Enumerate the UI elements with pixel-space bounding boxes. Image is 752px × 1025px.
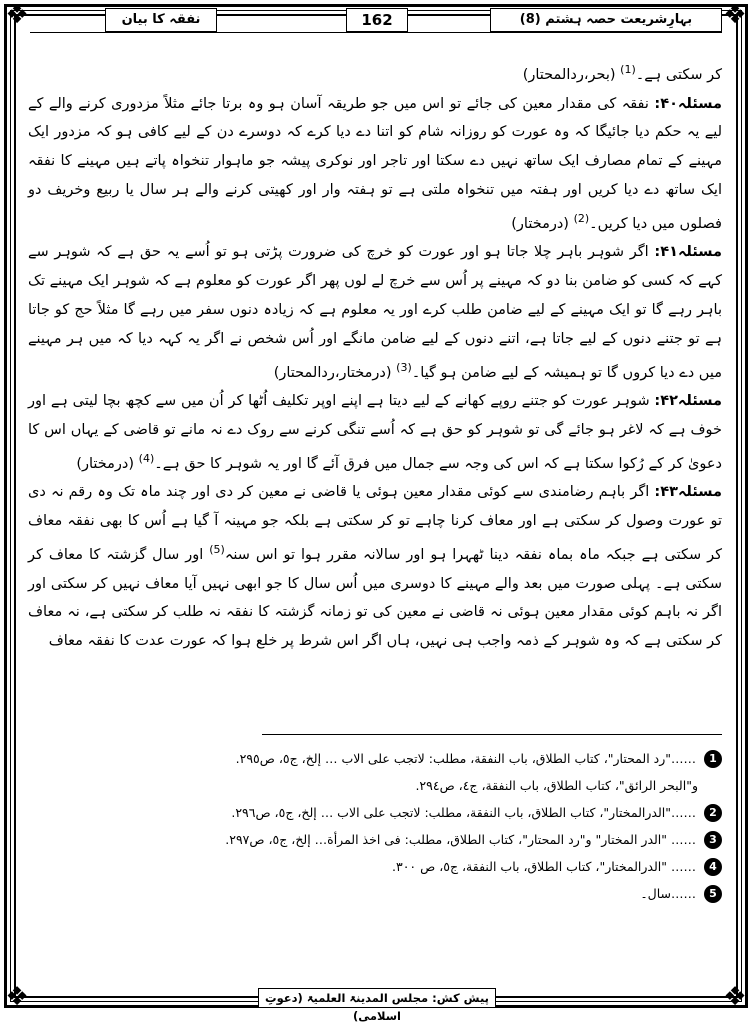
footnote-number: 5 <box>704 885 722 903</box>
footnote: 5 ……سال۔ <box>30 879 722 906</box>
corner-ornament-icon: ❖ <box>723 0 747 30</box>
footnote-number: 3 <box>704 831 722 849</box>
masala-label: مسئلہ۴۰: <box>654 95 722 112</box>
paragraph: مسئلہ۴۲: شوہر عورت کو جتنے روپے کھانے کے لیے دیتا ہے اپنے اوپر تکلیف اُٹھا کر اُن میں سے کچھ بچا لیتی ہے اور خوف ہے کہ لاغر ہو جائے گی تو شوہر کو حق ہے کہ اُسے تنگی کرنے سے روک دے نہ مانے تو قاضی کے یہاں اس کا دعویٰ کر کے رُکوا سکتا ہے کہ اس کی وجہ سے جمال میں فرق آئے گا اور یہ شوہر کا حق ہے۔$^{(4)}$ (درمختار) <box>28 393 722 472</box>
masala-label: مسئلہ۴۱: <box>654 244 723 261</box>
footnote: 1 ……"رد المحتار"، كتاب الطلاق، باب النفقة، مطلب: لاتجب على الاب … إلخ، ج٥، ص٢٩٥. <box>30 744 722 771</box>
paragraph: مسئلہ۴۱: اگر شوہر باہر چلا جاتا ہو اور عورت کو خرچ کی ضرورت پڑتی ہو تو اُسے یہ حق ہے کہ شوہر سے کہے کہ کسی کو ضامن بنا دو کہ مہینے پر اُس سے خرچ لے لوں پھر اگر عورت کو معلوم ہے کہ شوہر ایک مہینے تک باہر رہے گا تو ایک مہینے کے لیے ضامن طلب کرے اور یہ معلوم ہے کہ زیادہ دنوں سفر میں رہے گا مثلاً حج کو جاتا ہے تو جتنے دنوں کے لیے جاتا ہے، اتنے دنوں کے لیے ضامن مانگے اور اُس شخص نے اگر یہ کہہ دیا کہ میں ہر مہینے میں دے دیا کروں گا تو ہمیشہ کے لیے ضامن ہو گیا۔$^{(3)}$ (درمختار،ردالمحتار) <box>28 244 723 381</box>
footnote-number: 4 <box>704 858 722 876</box>
paragraph: مسئلہ۴۰: نفقہ کی مقدار معین کی جائے تو اس میں جو طریقہ آسان ہو وہ برتا جائے مثلاً مزدوری کرنے والے کے لیے یہ حکم دیا جائیگا کہ وہ عورت کو روزانہ شام کو اتنا دے دیا کرے کہ دوسرے دن کے لیے کافی ہو کہ مزدور ایک مہینے کے تمام مصارف ایک ساتھ نہیں دے سکتا اور تاجر اور نوکری پیشہ جو ماہوار تنخواہ پاتے ہیں مہینے کا نفقہ ایک ساتھ دے دیا کریں اور ہفتہ میں تنخواہ ملتی ہے تو ہفتہ وار اور کھیتی کرنے والے ہر سال یا ربیع وخریف دو فصلوں میں دیا کریں۔$^{(2)}$ (درمختار) <box>28 95 722 232</box>
masala-label: مسئلہ۴۳: <box>654 484 723 501</box>
footnote-separator <box>262 734 722 735</box>
main-text <box>28 56 722 656</box>
footnote-number: 1 <box>704 750 722 768</box>
header-rule <box>30 32 722 33</box>
paragraph: مسئلہ۴۳: اگر باہم رضامندی سے کوئی مقدار معین ہوئی یا قاضی نے معین کر دی اور چند ماہ تک وہ رقم نہ دی تو عورت وصول کر سکتی ہے اور معاف کرنا چاہے تو کر سکتی ہے بلکہ جو مہینہ آ گیا ہے اُس کا بھی نفقہ معاف کر سکتی ہے جبکہ ماہ بماہ نفقہ دینا ٹھہرا ہو اور سالانہ مقرر ہوا تو اس سنہ$^{(5)}$ اور سال گزشتہ کا معاف کر سکتی ہے۔ پہلی صورت میں بعد والے مہینے کا دوسری میں اُس سال کا جو ابھی نہیں آیا معاف نہیں کر سکتی اور اگر نہ باہم کوئی مقدار معین ہوئی نہ قاضی نے معین کی تو زمانہ گزشتہ کا نفقہ نہ طلب کر سکتی ہے، نہ معاف کر سکتی ہے کہ وہ شوہر کے ذمہ واجب ہی نہیں، ہاں اگر اس شرط پر خلع ہوا کہ عورت عدت کا نفقہ معاف <box>28 484 723 650</box>
footnote-number: 2 <box>704 804 722 822</box>
page-number: 162 <box>346 8 408 32</box>
corner-ornament-icon: ❖ <box>5 982 29 1012</box>
footnotes <box>30 744 722 906</box>
corner-ornament-icon: ❖ <box>5 0 29 30</box>
footnote: 2 ……"الدرالمختار"، كتاب الطلاق، باب النفقة، مطلب: لاتجب على الاب … إلخ، ج٥، ص٢٩٦. <box>30 798 722 825</box>
book-title: بہارِشریعت حصہ ہشتم (8) <box>490 8 722 32</box>
masala-label: مسئلہ۴۲: <box>654 393 722 410</box>
publisher-footer: پیش کش: مجلس المدینۃ العلمیۃ (دعوتِ اسلامی) <box>258 988 496 1008</box>
paragraph: کر سکتی ہے۔$^{(1)}$ (بحر،ردالمحتار) <box>522 63 722 83</box>
footnote: 4 …… "الدرالمختار"، كتاب الطلاق، باب النفقة، ج٥، ص ٣٠٠. <box>30 852 722 879</box>
chapter-title: نفقہ کا بیان <box>105 8 217 32</box>
corner-ornament-icon: ❖ <box>723 982 747 1012</box>
footnote: 3 …… "الدر المختار" و"رد المحتار"، كتاب الطلاق، مطلب: فى اخذ المرأة… إلخ، ج٥، ص٢٩٧. <box>30 825 722 852</box>
footnote: و"البحر الرائق"، كتاب الطلاق، باب النفقة، ج٤، ص٢٩٤. <box>415 778 698 793</box>
